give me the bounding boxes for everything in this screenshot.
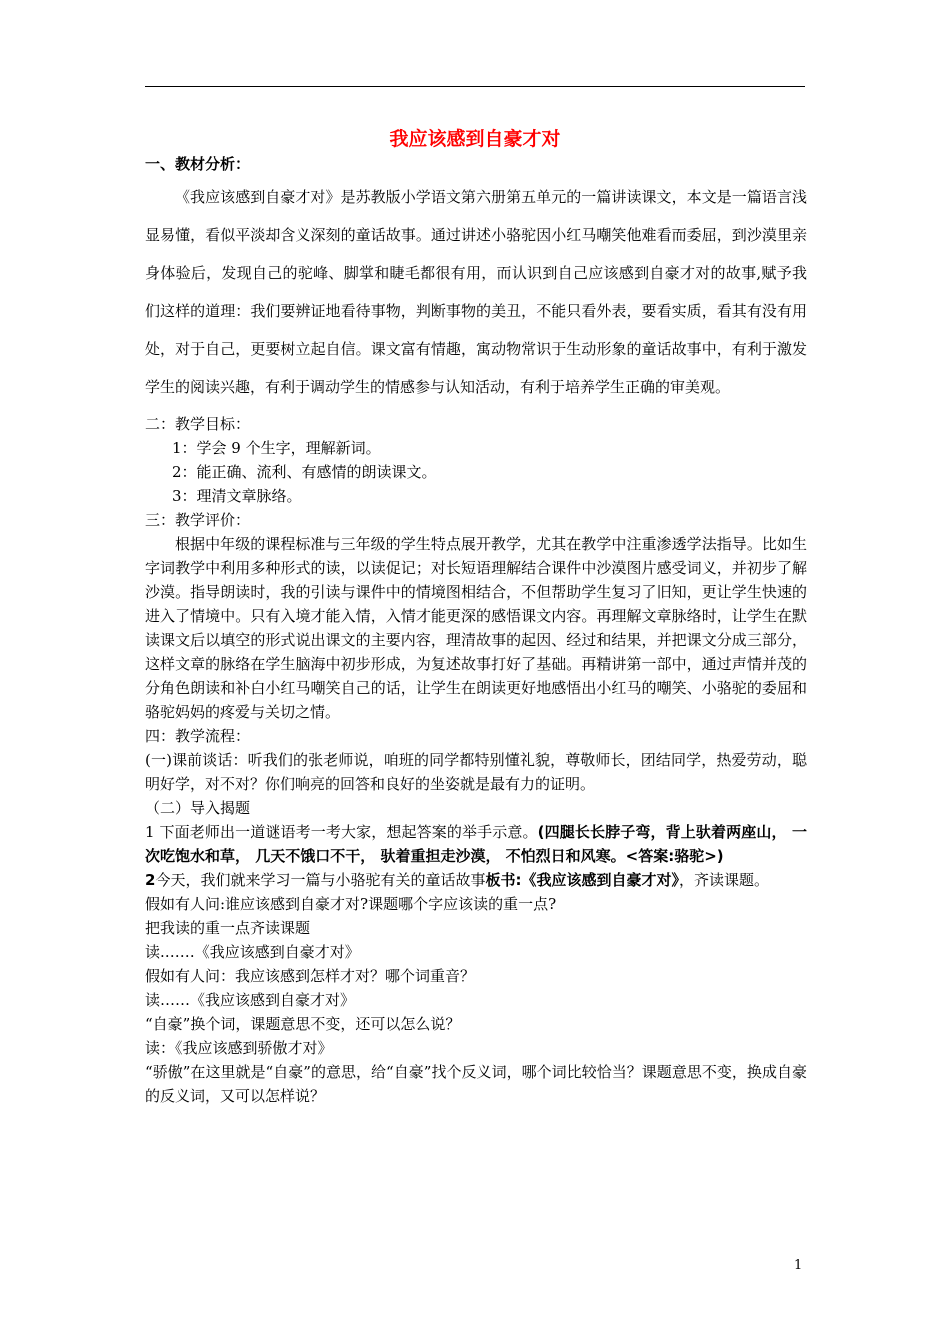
- antonym-paragraph: “骄傲”在这里就是“自豪”的意思，给“自豪”找个反义词，哪个词比较恰当？课题意思不变，换成自豪的反义词，又可以怎样说？: [145, 1063, 807, 1105]
- reading-line: 读.……《我应该感到自豪才对》: [145, 943, 360, 961]
- question-line: 假如有人问:谁应该感到自豪才对?课题哪个字应该读的重一点?: [145, 895, 557, 913]
- page-number: 1: [794, 1258, 803, 1273]
- goal-item: 2：能正确、流利、有感情的朗读课文。: [172, 463, 437, 481]
- document-body: [145, 150, 807, 1108]
- analysis-paragraph: 《我应该感到自豪才对》是苏教版小学语文第六册第五单元的一篇讲读课文，本文是一篇语言浅显易懂，看似平淡却含义深刻的童话故事。通过讲述小骆驼因小红马嘲笑他难看而委屈，到沙漠里亲身体验后，发现自己的驼峰、脚掌和睫毛都很有用，而认识到自己应该感到自豪才对的故事,赋予我们这样的道理：我们要辨证地看待事物，判断事物的美丑，不能只看外表，要看实质，看其有没有用处，对于自己，更要树立起自信。课文富有情趣，寓动物常识于生动形象的童话故事中，有利于激发学生的阅读兴趣，有利于调动学生的情感参与认知活动，有利于培养学生正确的审美观。: [145, 188, 807, 396]
- header-rule: [145, 86, 805, 87]
- goal-item: 1：学会 9 个生字，理解新词。: [172, 439, 381, 457]
- reading-line: 读：《我应该感到骄傲才对》: [145, 1039, 333, 1057]
- section-heading-process: 四：教学流程：: [145, 727, 251, 745]
- goal-item: 3：理清文章脉络。: [172, 487, 302, 505]
- section-heading-goals: 二：教学目标：: [145, 415, 251, 433]
- document-title: 我应该感到自豪才对: [389, 128, 561, 150]
- riddle-paragraph: [145, 820, 807, 868]
- board-title-paragraph: [145, 868, 807, 892]
- section-heading-evaluation: 三：教学评价：: [145, 511, 251, 529]
- board-intro: 今天，我们就来学习一篇与小骆驼有关的童话故事: [155, 871, 486, 889]
- riddle-text: (四腿长长脖子弯，背上驮着两座山， 一次吃饱水和草， 几天不饿口不干， 驮着重担走沙漠， 不怕烈日和风寒。<答案:骆驼>): [145, 823, 807, 865]
- pre-class-talk: (一)课前谈话：听我们的张老师说，咱班的同学都特别懂礼貌，尊敬师长，团结同学，热爱劳动，聪明好学，对不对？你们响亮的回答和良好的坐姿就是最有力的证明。: [145, 751, 807, 793]
- riddle-intro: 1 下面老师出一道谜语考一考大家，想起答案的举手示意。: [145, 823, 538, 841]
- board-tail: ，齐读课题。: [678, 871, 769, 889]
- question-line: “自豪”换个词，课题意思不变，还可以怎么说？: [145, 1015, 461, 1033]
- step-number: 2: [145, 871, 156, 889]
- board-writing: 板书:《我应该感到自豪才对》: [485, 871, 679, 889]
- question-line: 假如有人问：我应该感到怎样才对？哪个词重音？: [145, 967, 476, 985]
- subheading-intro: （二）导入揭题: [145, 799, 251, 817]
- section-heading-analysis: 一、教材分析：: [145, 155, 251, 173]
- instruction-line: 把我读的重一点齐读课题: [145, 919, 311, 937]
- reading-line: 读……《我应该感到自豪才对》: [145, 991, 356, 1009]
- evaluation-paragraph: 根据中年级的课程标准与三年级的学生特点展开教学，尤其在教学中注重渗透学法指导。比如生字词教学中利用多种形式的读，以读促记；对长短语理解结合课件中沙漠图片感受词义，并初步了解沙漠。指导朗读时，我的引读与课件中的情境图相结合，不但帮助学生复习了旧知，更让学生快速的进入了情境中。只有入境才能入情，入情才能更深的感悟课文内容。再理解文章脉络时，让学生在默读课文后以填空的形式说出课文的主要内容，理清故事的起因、经过和结果，并把课文分成三部分，这样文章的脉络在学生脑海中初步形成，为复述故事打好了基础。再精讲第一部中，通过声情并茂的分角色朗读和补白小红马嘲笑自己的话，让学生在朗读更好地感悟出小红马的嘲笑、小骆驼的委屈和骆驼妈妈的疼爱与关切之情。: [145, 535, 807, 721]
